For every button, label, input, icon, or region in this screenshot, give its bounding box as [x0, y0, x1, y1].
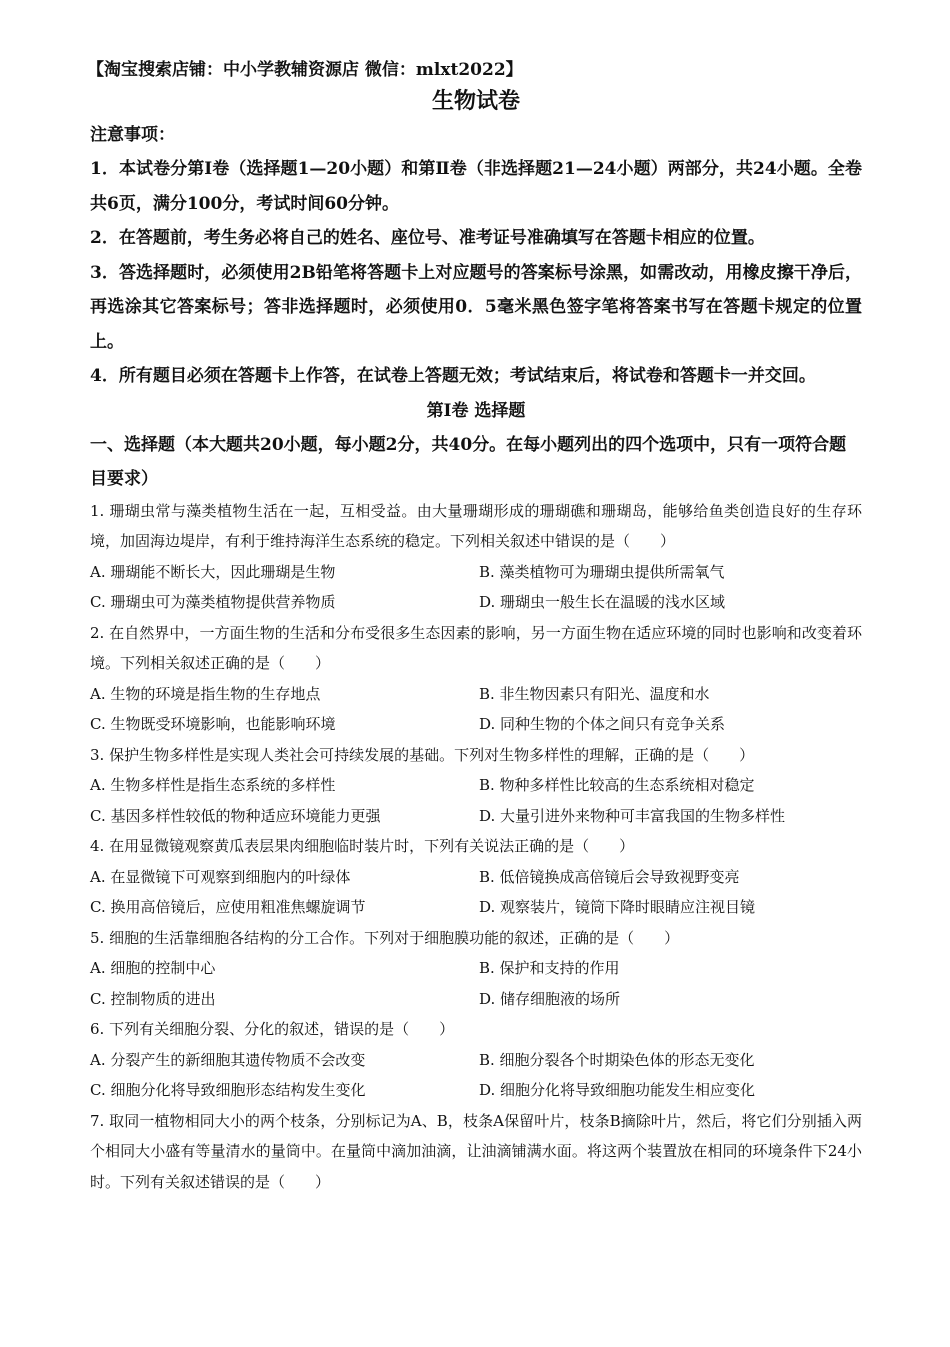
question-stem: 3. 保护生物多样性是实现人类社会可持续发展的基础。下列对生物多样性的理解，正确的是（ ）	[90, 745, 755, 764]
question	[90, 496, 862, 618]
option-d: D. 储存细胞液的场所	[479, 989, 621, 1008]
option-d: D. 同种生物的个体之间只有竞争关系	[479, 715, 726, 733]
notice-heading: 注意事项：	[90, 125, 175, 145]
part-heading: 一、选择题（本大题共20小题，每小题2分，共40分。在每小题列出的四个选项中，只有一项符合题目要求）	[90, 434, 847, 489]
option-c: C. 细胞分化将导致细胞形态结构发生变化	[90, 1081, 366, 1099]
notice-item: 4．所有题目必须在答题卡上作答，在试卷上答题无效；考试结束后，将试卷和答题卡一并交回。	[90, 366, 816, 386]
question-stem: 7. 取同一植物相同大小的两个枝条，分别标记为A、B，枝条A保留叶片，枝条B摘除叶片，然后，将它们分别插入两个相同大小盛有等量清水的量筒中。在量筒中滴加油滴，让油滴铺满水面。将这两个装置放在相同的环境条件下24小时。下列有关叙述错误的是（ ）	[90, 1111, 862, 1191]
option-a: A. 珊瑚能不断长大，因此珊瑚是生物	[90, 562, 336, 581]
option-d: D. 细胞分化将导致细胞功能发生相应变化	[479, 1081, 756, 1099]
option-c: C. 控制物质的进出	[90, 989, 216, 1008]
exam-page	[87, 58, 862, 1197]
option-b: B. 物种多样性比较高的生态系统相对稳定	[479, 776, 755, 794]
question-stem: 2. 在自然界中，一方面生物的生活和分布受很多生态因素的影响，另一方面生物在适应环境的同时也影响和改变着环境。下列相关叙述正确的是（ ）	[90, 623, 862, 672]
option-grid	[90, 770, 862, 831]
question	[90, 740, 862, 832]
option-c: C. 换用高倍镜后，应使用粗准焦螺旋调节	[90, 898, 366, 916]
option-a: A. 生物的环境是指生物的生存地点	[90, 684, 321, 703]
option-d: D. 珊瑚虫一般生长在温暖的浅水区域	[479, 593, 726, 611]
option-d: D. 大量引进外来物种可丰富我国的生物多样性	[479, 806, 786, 825]
page-title: 生物试卷	[431, 88, 520, 114]
option-grid	[90, 557, 862, 618]
section-title: 第Ⅰ卷 选择题	[426, 400, 526, 421]
option-d: D. 观察装片，镜筒下降时眼睛应注视目镜	[479, 898, 756, 916]
option-b: B. 保护和支持的作用	[479, 959, 620, 977]
question-stem: 5. 细胞的生活靠细胞各结构的分工合作。下列对于细胞膜功能的叙述，正确的是（ ）	[90, 928, 680, 947]
question	[90, 923, 862, 1015]
option-a: A. 生物多样性是指生态系统的多样性	[90, 776, 336, 794]
option-c: C. 基因多样性较低的物种适应环境能力更强	[90, 806, 381, 825]
question-stem: 4. 在用显微镜观察黄瓜表层果肉细胞临时装片时，下列有关说法正确的是（ ）	[90, 837, 635, 855]
option-a: A. 分裂产生的新细胞其遗传物质不会改变	[90, 1050, 366, 1069]
option-b: B. 细胞分裂各个时期染色体的形态无变化	[479, 1050, 755, 1069]
question	[90, 618, 862, 740]
question-stem: 6. 下列有关细胞分裂、分化的叙述，错误的是（ ）	[90, 1020, 455, 1038]
option-grid	[90, 953, 862, 1014]
option-grid	[90, 679, 862, 740]
option-b: B. 非生物因素只有阳光、温度和水	[479, 684, 710, 703]
notice-item: 3．答选择题时，必须使用2B铅笔将答题卡上对应题号的答案标号涂黑，如需改动，用橡皮擦干净后，再选涂其它答案标号；答非选择题时，必须使用0．5毫米黑色签字笔将答案书写在答题卡规定的位置上。	[90, 262, 862, 352]
notice-item: 1．本试卷分第Ⅰ卷（选择题1—20小题）和第Ⅱ卷（非选择题21—24小题）两部分，共24小题。全卷共6页，满分100分，考试时间60分钟。	[90, 159, 862, 214]
question	[90, 1014, 862, 1106]
option-c: C. 珊瑚虫可为藻类植物提供营养物质	[90, 593, 336, 611]
option-b: B. 低倍镜换成高倍镜后会导致视野变亮	[479, 867, 740, 886]
question	[90, 831, 862, 923]
option-a: A. 在显微镜下可观察到细胞内的叶绿体	[90, 867, 351, 886]
question	[90, 1106, 862, 1198]
notice-item: 2．在答题前，考生务必将自己的姓名、座位号、准考证号准确填写在答题卡相应的位置。	[90, 228, 765, 248]
option-a: A. 细胞的控制中心	[90, 959, 216, 977]
option-b: B. 藻类植物可为珊瑚虫提供所需氧气	[479, 562, 725, 581]
option-grid	[90, 1045, 862, 1106]
option-grid	[90, 862, 862, 923]
question-stem: 1. 珊瑚虫常与藻类植物生活在一起，互相受益。由大量珊瑚形成的珊瑚礁和珊瑚岛，能够给鱼类创造良好的生存环境，加固海边堤岸，有利于维持海洋生态系统的稳定。下列相关叙述中错误的是（ ）	[90, 501, 862, 550]
option-c: C. 生物既受环境影响，也能影响环境	[90, 715, 336, 733]
shop-banner: 【淘宝搜索店铺：中小学教辅资源店 微信：mlxt2022】	[87, 60, 523, 80]
